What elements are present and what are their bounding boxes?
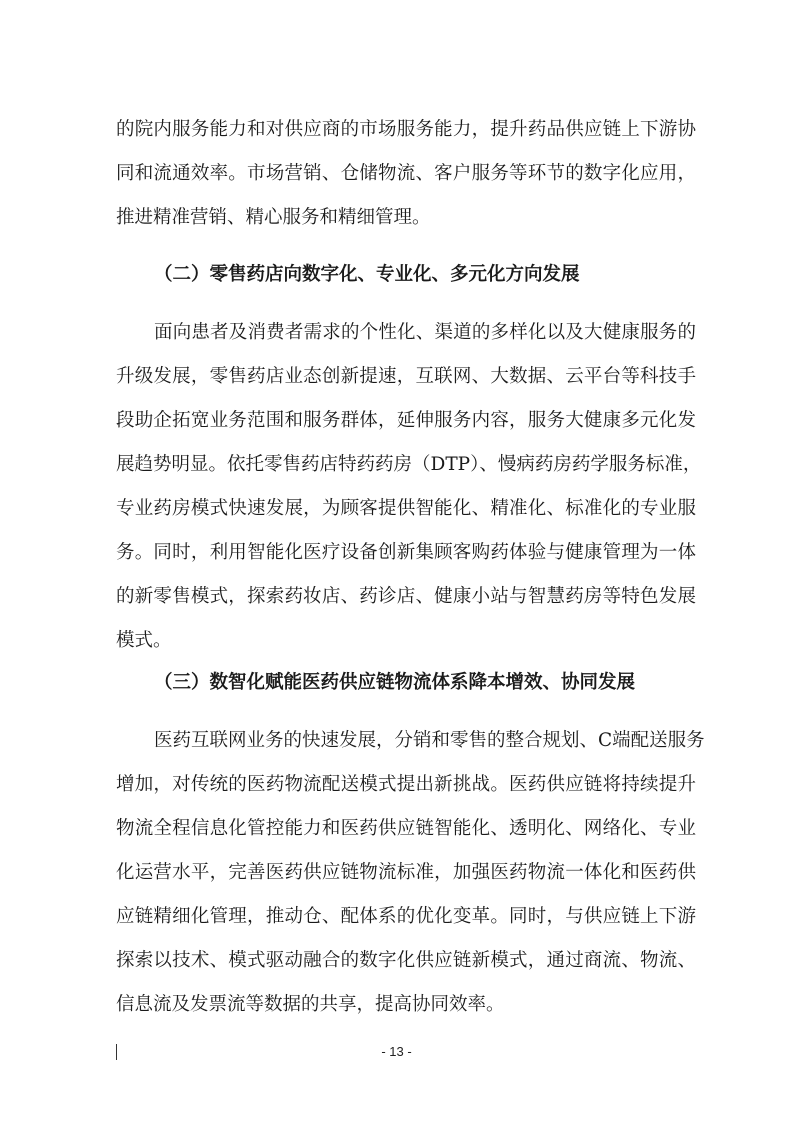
paragraph-line: 信息流及发票流等数据的共享，提高协同效率。 [116, 994, 505, 1015]
paragraph-line: 展趋势明显。依托零售药店特药药房（DTP）、慢病药房药学服务标准， [116, 454, 702, 475]
paragraph-line: 探索以技术、模式驱动融合的数字化供应链新模式，通过商流、物流、 [116, 950, 696, 971]
paragraph-line: 段助企拓宽业务范围和服务群体，延伸服务内容，服务大健康多元化发 [116, 410, 696, 431]
page-number: - 13 - [381, 1044, 412, 1059]
paragraph-line: 面向患者及消费者需求的个性化、渠道的多样化以及大健康服务的 [154, 322, 696, 343]
paragraph-line: 务。同时，利用智能化医疗设备创新集顾客购药体验与健康管理为一体 [116, 542, 696, 563]
paragraph-line: 医药互联网业务的快速发展，分销和零售的整合规划、C端配送服务 [154, 730, 705, 751]
paragraph-line: 的院内服务能力和对供应商的市场服务能力，提升药品供应链上下游协 [116, 119, 696, 140]
paragraph-line: 物流全程信息化管控能力和医药供应链智能化、透明化、网络化、专业 [116, 818, 696, 839]
paragraph-line: 增加，对传统的医药物流配送模式提出新挑战。医药供应链将持续提升 [116, 774, 696, 795]
paragraph-line: 推进精准营销、精心服务和精细管理。 [116, 207, 431, 228]
paragraph-line: 化运营水平，完善医药供应链物流标准，加强医药物流一体化和医药供 [116, 862, 696, 883]
section-heading: （二）零售药店向数字化、专业化、多元化方向发展 [154, 264, 580, 285]
paragraph-line: 升级发展，零售药店业态创新提速，互联网、大数据、云平台等科技手 [116, 366, 696, 387]
paragraph-line: 专业药房模式快速发展，为顾客提供智能化、精准化、标准化的专业服 [116, 498, 696, 519]
paragraph-line: 应链精细化管理，推动仓、配体系的优化变革。同时，与供应链上下游 [116, 906, 696, 927]
section-heading: （三）数智化赋能医药供应链物流体系降本增效、协同发展 [154, 672, 636, 693]
paragraph-line: 模式。 [116, 630, 172, 651]
paragraph-line: 的新零售模式，探索药妆店、药诊店、健康小站与智慧药房等特色发展 [116, 586, 696, 607]
paragraph-line: 同和流通效率。市场营销、仓储物流、客户服务等环节的数字化应用， [116, 163, 696, 184]
